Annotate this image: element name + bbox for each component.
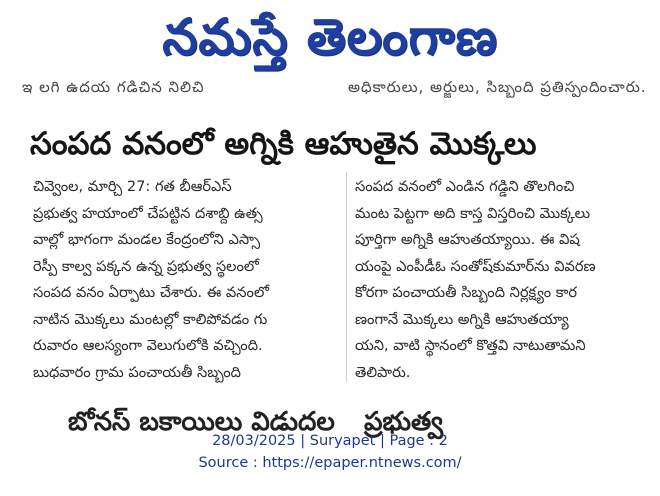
article-line: సంపద వనంలో ఎండిన గడ్డిని తొలగించి — [355, 178, 575, 195]
article-line: మంట పెట్టగా అది కాస్త విస్తరించి మొక్కలు — [355, 204, 590, 222]
previous-article-fragment-right: అధికారులు, అర్జులు, సిబ్బంది ప్రతిస్పందించారు. — [348, 78, 647, 96]
next-article-fragment-right: ప్రభుత్వ — [364, 407, 443, 437]
article-column-right — [355, 174, 627, 386]
article-line: పూర్తిగా అగ్నికి ఆహుతయ్యాయి. ఈ విష — [355, 231, 580, 248]
masthead-title: నమస్తే తెలంగాణ — [162, 7, 498, 66]
article-column-left — [33, 174, 338, 386]
clipping-footer — [0, 430, 660, 474]
column-divider — [346, 172, 347, 382]
next-article-strip — [18, 407, 640, 437]
article-line: ణంగానే మొక్కలు అగ్నికి ఆహుతయ్యా — [355, 310, 569, 328]
article-line: నాటిన మొక్కలు మంటల్లో కాలిపోవడం గు — [33, 310, 268, 328]
article-line: బుధవారం గ్రామ పంచాయతీ సిబ్బంది — [33, 363, 241, 381]
article-line: సంపద వనం ఏర్పాటు చేశారు. ఈ వనంలో — [33, 284, 269, 301]
next-article-fragment-left: బోనస్ బకాయిలు విడుదల — [68, 407, 335, 437]
article-headline: సంపద వనంలో అగ్నికి ఆహుతైన మొక్కలు — [30, 126, 537, 162]
edition-info: 28/03/2025 | Suryapet | Page : 2 — [212, 433, 448, 449]
article-line: కోరగా పంచాయతీ సిబ్బంది నిర్లక్ష్యం కార — [355, 284, 578, 301]
article-line: తెలిపారు. — [355, 363, 411, 381]
article-line: చివ్వెంల, మార్చి 27: గత బీఆర్ఎస్ — [33, 178, 232, 195]
article-line: రువారం ఆలస్యంగా వెలుగులోకి వచ్చింది. — [33, 337, 263, 354]
article-line: యంపై ఎంపీడీఓ సంతోష్‌కుమార్‌ను వివరణ — [355, 257, 596, 275]
source-link[interactable]: Source : https://epaper.ntnews.com/ — [198, 455, 462, 471]
news-clipping — [18, 78, 647, 437]
article-line: యని, వాటి స్థానంలో కొత్తవి నాటుతామని — [355, 337, 586, 354]
newspaper-masthead — [0, 0, 660, 86]
article-line: వాల్లో భాగంగా మండల కేంద్రంలోని ఎస్సా — [33, 231, 261, 248]
previous-article-strip — [18, 78, 647, 114]
article-line: రెస్పీ కాల్వ పక్కన ఉన్న ప్రభుత్వ స్థలంలో — [33, 257, 259, 275]
previous-article-fragment-left: ఇ లగి ఉదయ గడిచిన నిలిచి — [22, 78, 205, 96]
article-line: ప్రభుత్వ హయాంలో చేపట్టిన దశాబ్ది ఉత్స — [33, 204, 263, 222]
